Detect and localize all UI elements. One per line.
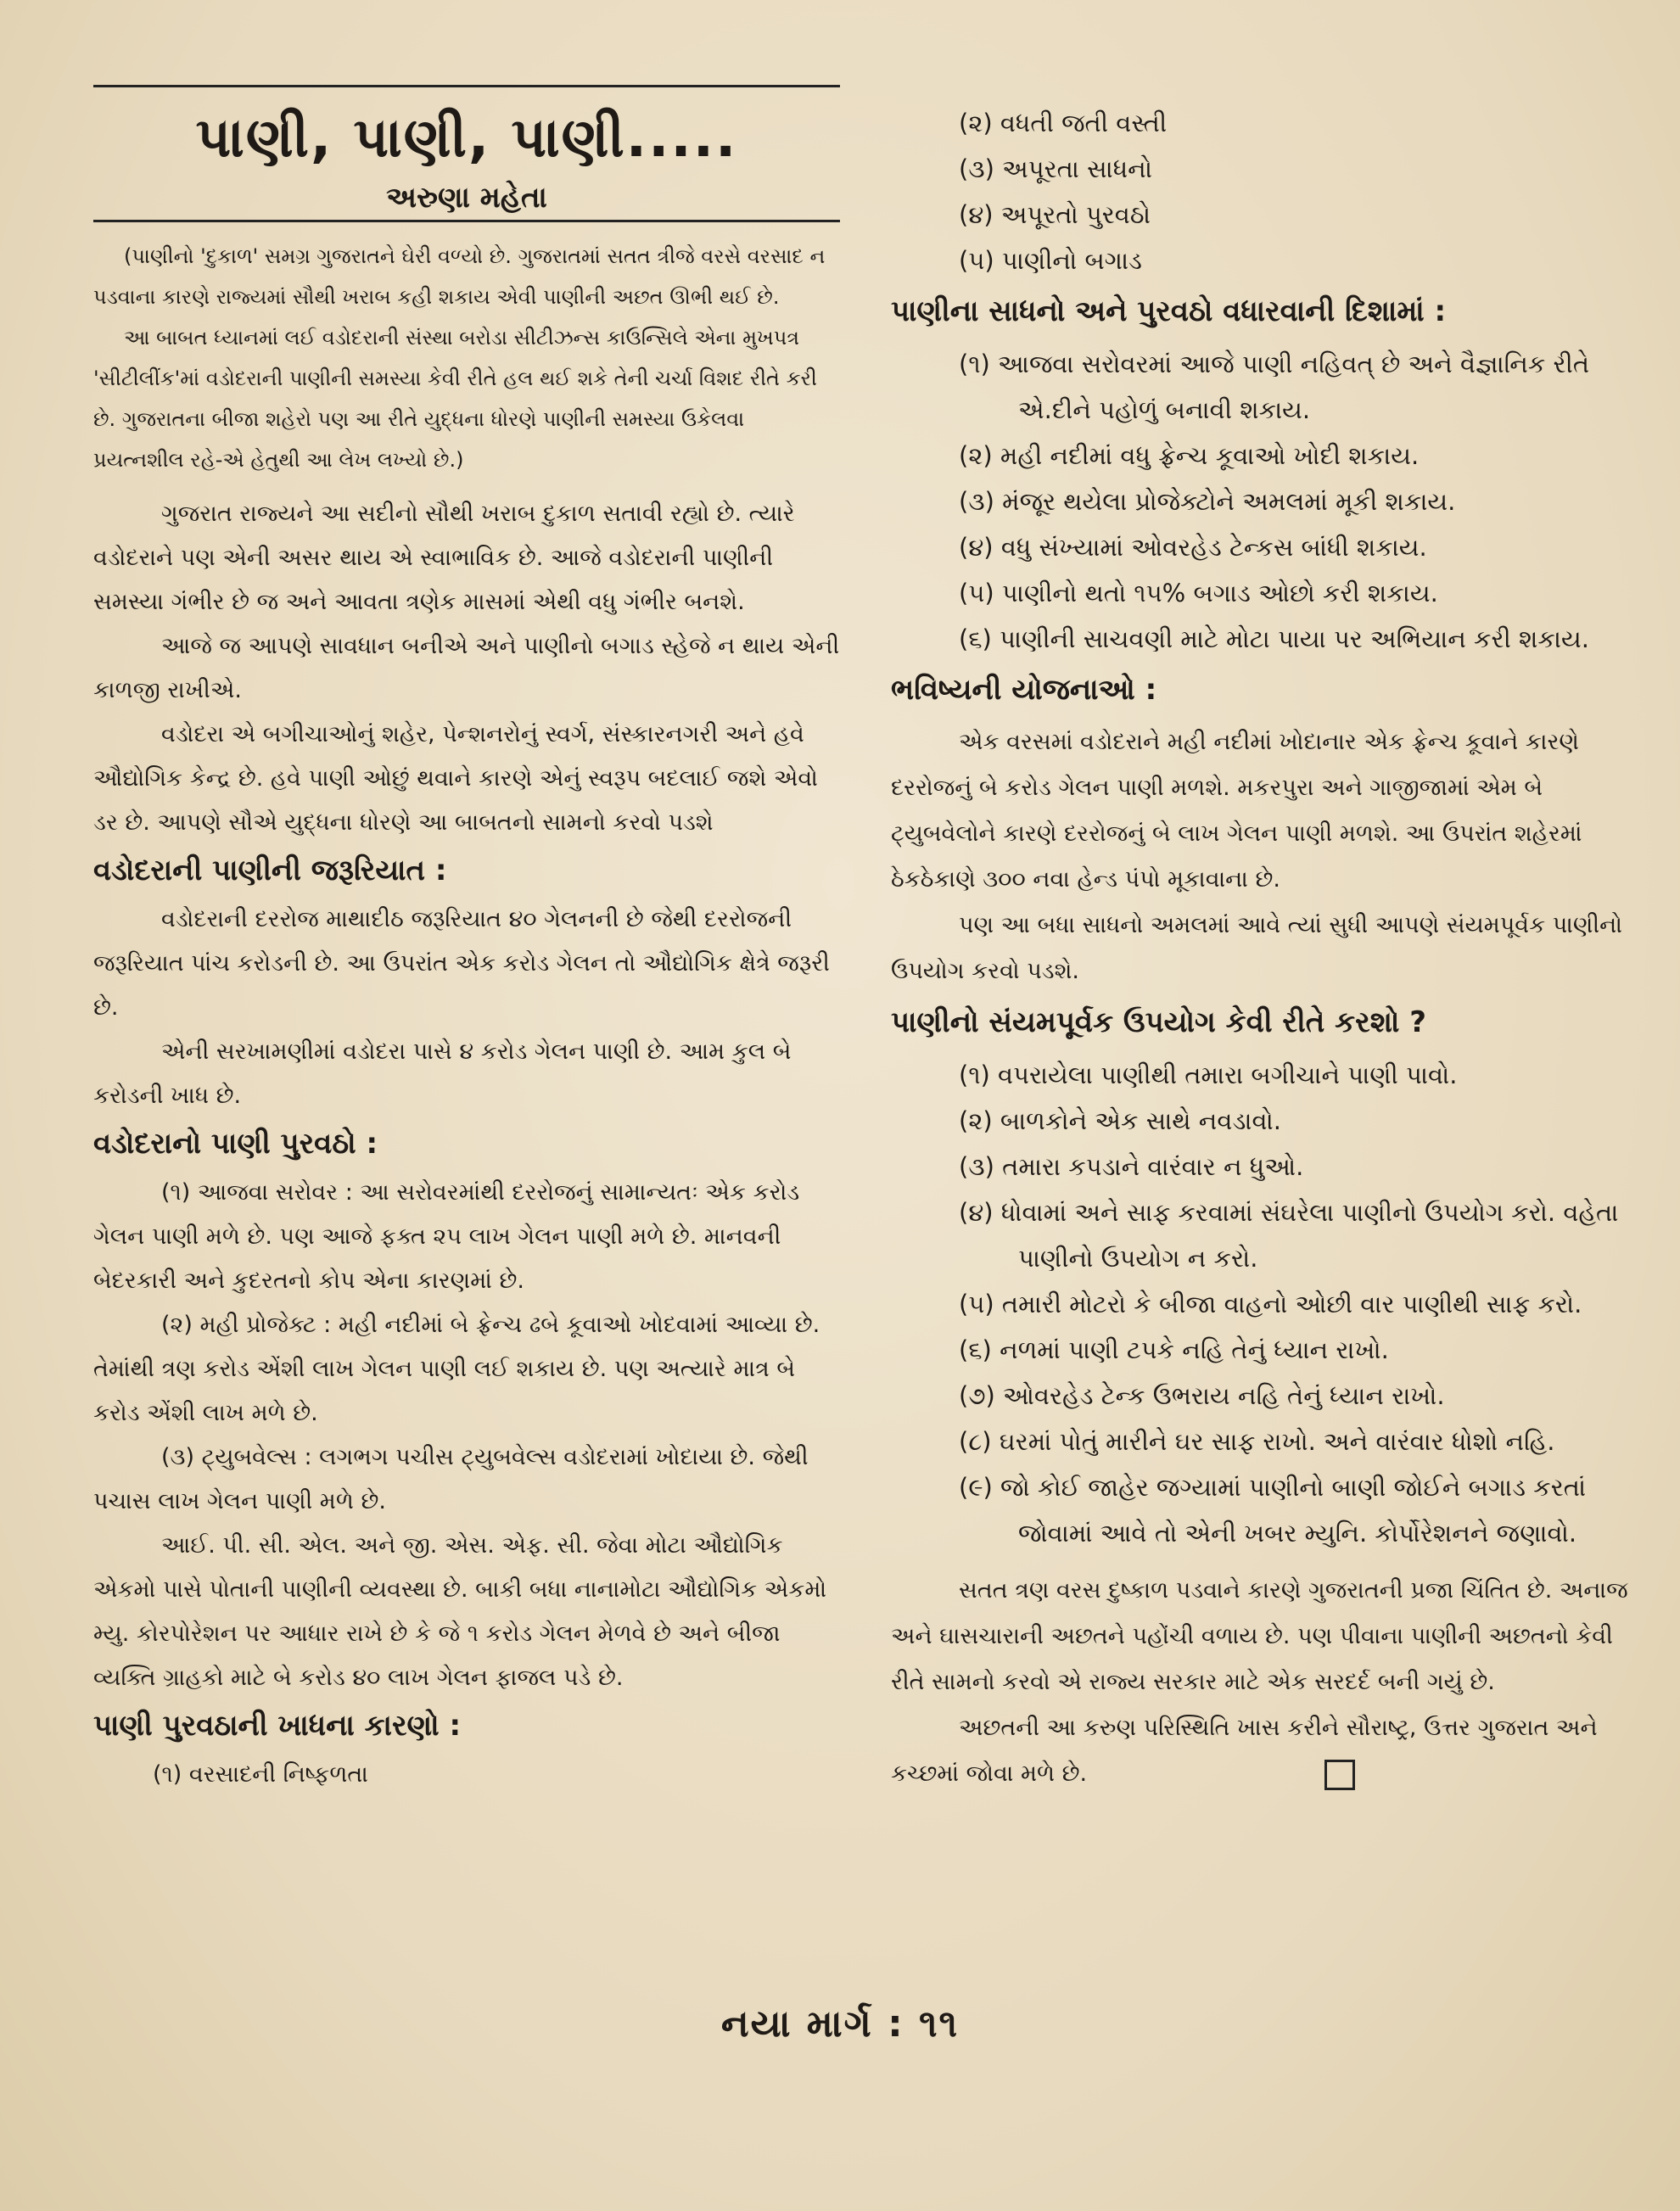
intro-paragraph: આ બાબત ધ્યાનમાં લઈ વડોદરાની સંસ્થા બરોડા સીટીઝન્સ કાઉન્સિલે એના મુખપત્ર 'સીટીલીંક'માં વડોદરાની પાણીની સમસ્યા કેવી રીતે હલ થઈ શકે તેની ચર્ચા વિશદ રીતે કરી છે. ગુજરાતના બીજા શહેરો પણ આ રીતે યુદ્ધના ધોરણે પાણીની સમસ્યા ઉકેલવા પ્રયત્નશીલ રહે-એ હેતુથી આ લેખ લખ્યો છે.) xyxy=(93,326,817,472)
closing-paragraph xyxy=(891,1705,1638,1797)
body-paragraph: એની સરખામણીમાં વડોદરા પાસે ૪ કરોડ ગેલન પાણી છે. આમ કુલ બે કરોડની ખાધ છે. xyxy=(93,1038,792,1109)
section-heading-increase: પાણીના સાધનો અને પુરવઠો વધારવાની દિશામાં : xyxy=(891,294,1447,328)
section-heading-future: ભવિષ્યની યોજનાઓ : xyxy=(891,673,1157,707)
body-paragraph: વડોદરા એ બગીચાઓનું શહેર, પેન્શનરોનું સ્વર્ગ, સંસ્કારનગરી અને હવે ઔદ્યોગિક કેન્દ્ર છે. હવે પાણી ઓછું થવાને કારણે એનું સ્વરૂપ બદલાઈ જશે એવો ડર છે. આપણે સૌએ યુદ્ધના ધોરણે આ બાબતનો સામનો કરવો પડશે xyxy=(93,721,818,836)
section-heading-supply: વડોદરાનો પાણી પુરવઠો : xyxy=(93,1127,378,1161)
list-item: (૬) નળમાં પાણી ટપકે નહિ તેનું ધ્યાન રાખો. xyxy=(959,1335,1389,1364)
body-paragraph: વડોદરાની દરરોજ માથાદીઠ જરૂરિયાત ૪૦ ગેલનની છે જેથી દરરોજની જરૂરિયાત પાંચ કરોડની છે. આ ઉપરાંત એક કરોડ ગેલન તો ઔદ્યોગિક ક્ષેત્રે જરૂરી છે. xyxy=(93,906,830,1021)
list-item: (૧) વરસાદની નિષ્ફળતા xyxy=(153,1761,368,1788)
list-item: (૨) વધતી જતી વસ્તી xyxy=(959,109,1168,137)
end-mark-box-icon xyxy=(1324,1760,1355,1790)
body-paragraph: ગુજરાત રાજ્યને આ સદીનો સૌથી ખરાબ દુકાળ સતાવી રહ્યો છે. ત્યારે વડોદરાને પણ એની અસર થાય એ સ્વાભાવિક છે. આજે વડોદરાની પાણીની સમસ્યા ગંભીર છે જ અને આવતા ત્રણેક માસમાં એથી વધુ ગંભીર બનશે. xyxy=(93,501,795,615)
body-paragraph: પણ આ બધા સાધનો અમલમાં આવે ત્યાં સુધી આપણે સંયમપૂર્વક પાણીનો ઉપયોગ કરવો પડશે. xyxy=(891,912,1623,984)
body-paragraph: આજે જ આપણે સાવધાન બનીએ અને પાણીનો બગાડ સ્હેજે ન થાય એની કાળજી રાખીએ. xyxy=(93,633,840,703)
list-item: (૧) વપરાયેલા પાણીથી તમારા બગીચાને પાણી પાવો. xyxy=(959,1061,1458,1089)
body-paragraph: (૩) ટ્યુબવેલ્સ : લગભગ પચીસ ટ્યુબવેલ્સ વડોદરામાં ખોદાયા છે. જેથી પચાસ લાખ ગેલન પાણી મળે છે. xyxy=(93,1444,809,1514)
list-item: (૪) અપૂરતો પુરવઠો xyxy=(959,200,1151,229)
list-item: (૩) અપૂરતા સાધનો xyxy=(959,154,1152,183)
body-paragraph: (૧) આજવા સરોવર : આ સરોવરમાંથી દરરોજનું સામાન્યતઃ એક કરોડ ગેલન પાણી મળે છે. પણ આજે ફક્ત ૨૫ લાખ ગેલન પાણી મળે છે. માનવની બેદરકારી અને કુદરતનો કોપ એના કારણમાં છે. xyxy=(93,1179,800,1294)
body-paragraph: સતત ત્રણ વરસ દુષ્કાળ પડવાને કારણે ગુજરાતની પ્રજા ચિંતિત છે. અનાજ અને ઘાસચારાની અછતને પહોંચી વળાય છે. પણ પીવાના પાણીની અછતનો કેવી રીતે સામનો કરવો એ રાજ્ય સરકાર માટે એક સરદર્દ બની ગયું છે. xyxy=(891,1577,1628,1695)
top-rule xyxy=(93,85,840,87)
list-item: (૩) મંજૂર થયેલા પ્રોજેક્ટોને અમલમાં મૂકી શકાય. xyxy=(959,487,1456,516)
list-item: (૧) આજવા સરોવરમાં આજે પાણી નહિવત્ છે અને વૈજ્ઞાનિક રીતે એ.દીને પહોળું બનાવી શકાય. xyxy=(959,350,1590,424)
list-item: (૨) મહી નદીમાં વધુ ફ્રેન્ચ કૂવાઓ ખોદી શકાય. xyxy=(959,441,1420,470)
page-footer: નયા માર્ગ : ૧૧ xyxy=(720,2002,960,2046)
body-paragraph: આઈ. પી. સી. એલ. અને જી. એસ. એફ. સી. જેવા મોટા ઔદ્યોગિક એકમો પાસે પોતાની પાણીની વ્યવસ્થા છે. બાકી બધા નાનામોટા ઔદ્યોગિક એકમો મ્યુ. કોરપોરેશન પર આધાર રાખે છે કે જે ૧ કરોડ ગેલન મેળવે છે અને બીજા વ્યક્તિ ગ્રાહકો માટે બે કરોડ ૪૦ લાખ ગેલન ફાજલ પડે છે. xyxy=(93,1532,827,1691)
right-column xyxy=(891,100,1638,1797)
list-item: (૪) ધોવામાં અને સાફ કરવામાં સંઘરેલા પાણીનો ઉપયોગ કરો. વહેતા પાણીનો ઉપયોગ ન કરો. xyxy=(959,1198,1619,1273)
list-item: (૫) તમારી મોટરો કે બીજા વાહનો ઓછી વાર પાણીથી સાફ કરો. xyxy=(959,1290,1582,1318)
list-item: (૬) પાણીની સાચવણી માટે મોટા પાયા પર અભિયાન કરી શકાય. xyxy=(959,624,1589,653)
article-title: પાણી, પાણી, પાણી..... xyxy=(195,107,738,170)
list-item: (૭) ઓવરહેડ ટેન્ક ઉભરાય નહિ તેનું ધ્યાન રાખો. xyxy=(959,1381,1445,1410)
list-item: (૨) બાળકોને એક સાથે નવડાવો. xyxy=(959,1106,1282,1135)
article-author: અરુણા મહેતા xyxy=(386,181,547,215)
left-column xyxy=(93,85,840,1797)
list-item: (૪) વધુ સંખ્યામાં ઓવરહેડ ટેન્કસ બાંધી શકાય. xyxy=(959,533,1427,562)
list-item: (૫) પાણીનો થતો ૧૫% બગાડ ઓછો કરી શકાય. xyxy=(959,579,1438,607)
intro-paragraph: (પાણીનો 'દુકાળ' સમગ્ર ગુજરાતને ઘેરી વળ્યો છે. ગુજરાતમાં સતત ત્રીજે વરસે વરસાદ ન પડવાના કારણે રાજ્યમાં સૌથી ખરાબ કહી શકાય એવી પાણીની અછત ઊભી થઈ છે. xyxy=(93,244,826,309)
section-heading-need: વડોદરાની પાણીની જરૂરિયાત : xyxy=(93,854,447,887)
author-rule xyxy=(93,220,840,222)
list-item: (૯) જો કોઈ જાહેર જગ્યામાં પાણીનો બાણી જોઈને બગાડ કરતાં જોવામાં આવે તો એની ખબર મ્યુનિ. કોર્પોરેશનને જણાવો. xyxy=(959,1473,1587,1548)
body-paragraph: (૨) મહી પ્રોજેક્ટ : મહી નદીમાં બે ફ્રેન્ચ ઢબે કૂવાઓ ખોદવામાં આવ્યા છે. તેમાંથી ત્રણ કરોડ એંશી લાખ ગેલન પાણી લઈ શકાય છે. પણ અત્યારે માત્ર બે કરોડ એંશી લાખ મળે છે. xyxy=(93,1312,820,1426)
list-item: (૫) પાણીનો બગાડ xyxy=(959,246,1142,275)
closing-text: અછતની આ કરુણ પરિસ્થિતિ ખાસ કરીને સૌરાષ્ટ્ર, ઉત્તર ગુજરાત અને કચ્છમાં જોવા મળે છે. xyxy=(891,1715,1598,1787)
section-heading-shortage: પાણી પુરવઠાની ખાધના કારણો : xyxy=(93,1709,462,1743)
section-heading-restraint: પાણીનો સંયમપૂર્વક ઉપયોગ કેવી રીતે કરશો ? xyxy=(891,1005,1426,1039)
list-item: (૩) તમારા કપડાને વારંવાર ન ધુઓ. xyxy=(959,1152,1304,1181)
body-paragraph: એક વરસમાં વડોદરાને મહી નદીમાં ખોદાનાર એક ફ્રેન્ચ કૂવાને કારણે દરરોજનું બે કરોડ ગેલન પાણી મળશે. મકરપુરા અને ગાજીજામાં એમ બે ટ્યુબવેલોને કારણે દરરોજનું બે લાખ ગેલન પાણી મળશે. આ ઉપરાંત શહેરમાં ઠેકઠેકાણે ૩૦૦ નવા હેન્ડ પંપો મૂકાવાના છે. xyxy=(891,729,1582,893)
intro-note xyxy=(93,236,840,480)
list-item: (૮) ઘરમાં પોતું મારીને ઘર સાફ રાખો. અને વારંવાર ધોશો નહિ. xyxy=(959,1427,1555,1456)
